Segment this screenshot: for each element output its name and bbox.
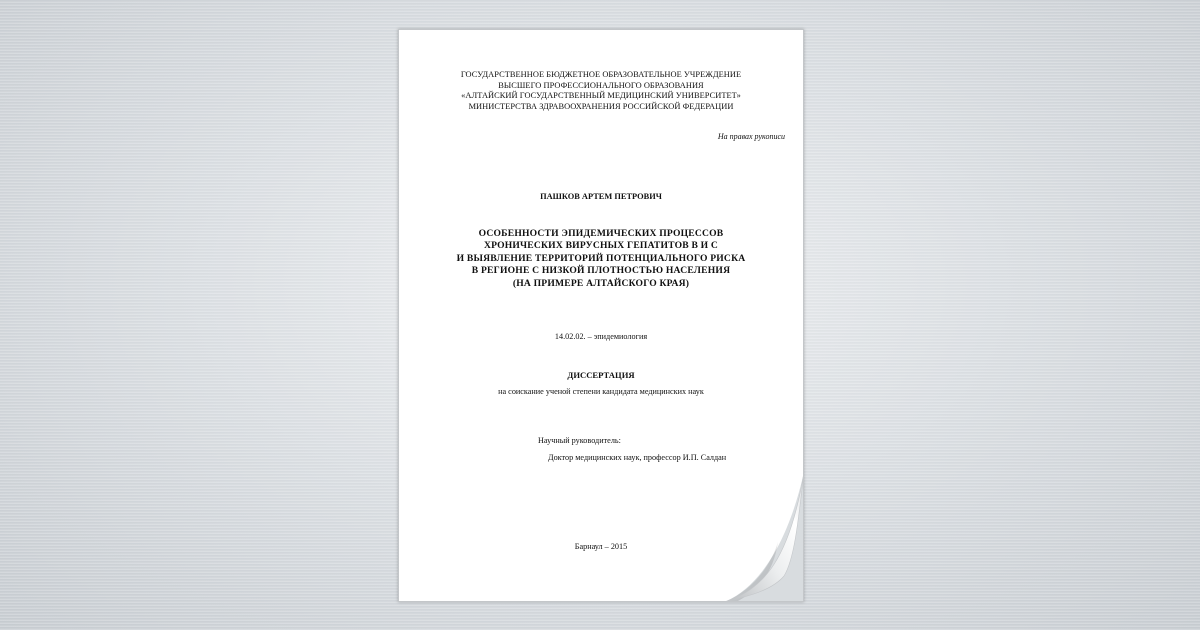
title-line: ХРОНИЧЕСКИХ ВИРУСНЫХ ГЕПАТИТОВ В И С bbox=[483, 240, 719, 252]
document-page bbox=[398, 29, 804, 602]
organization-line: «АЛТАЙСКИЙ ГОСУДАРСТВЕННЫЙ МЕДИЦИНСКИЙ УНИВЕРСИТЕТ» bbox=[461, 91, 741, 100]
title-line: (НА ПРИМЕРЕ АЛТАЙСКОГО КРАЯ) bbox=[512, 277, 690, 289]
title-line: В РЕГИОНЕ С НИЗКОЙ ПЛОТНОСТЬЮ НАСЕЛЕНИЯ bbox=[471, 265, 731, 277]
rights-note: На правах рукописи bbox=[717, 132, 785, 141]
title-line: И ВЫЯВЛЕНИЕ ТЕРРИТОРИЙ ПОТЕНЦИАЛЬНОГО РИСКА bbox=[456, 252, 746, 264]
city-year: Барнаул – 2015 bbox=[574, 542, 628, 551]
author-name: ПАШКОВ АРТЕМ ПЕТРОВИЧ bbox=[540, 192, 662, 201]
page-curl-icon bbox=[724, 472, 804, 602]
title-line: ОСОБЕННОСТИ ЭПИДЕМИЧЕСКИХ ПРОЦЕССОВ bbox=[478, 228, 724, 239]
organization-header bbox=[399, 70, 803, 112]
specialty-code: 14.02.02. – эпидемиология bbox=[554, 332, 648, 341]
organization-line: ВЫСШЕГО ПРОФЕССИОНАЛЬНОГО ОБРАЗОВАНИЯ bbox=[498, 80, 704, 90]
organization-line: МИНИСТЕРСТВА ЗДРАВООХРАНЕНИЯ РОССИЙСКОЙ ФЕДЕРАЦИИ bbox=[468, 101, 734, 111]
dissertation-title bbox=[399, 228, 803, 290]
work-type: ДИССЕРТАЦИЯ bbox=[567, 370, 635, 380]
organization-line: ГОСУДАРСТВЕННОЕ БЮДЖЕТНОЕ ОБРАЗОВАТЕЛЬНОЕ УЧРЕЖДЕНИЕ bbox=[460, 70, 742, 79]
supervisor-name: Доктор медицинских наук, профессор И.П. Салдан bbox=[548, 453, 727, 462]
supervisor-label: Научный руководитель: bbox=[538, 436, 621, 445]
degree-statement: на соискание ученой степени кандидата медицинских наук bbox=[498, 387, 704, 396]
